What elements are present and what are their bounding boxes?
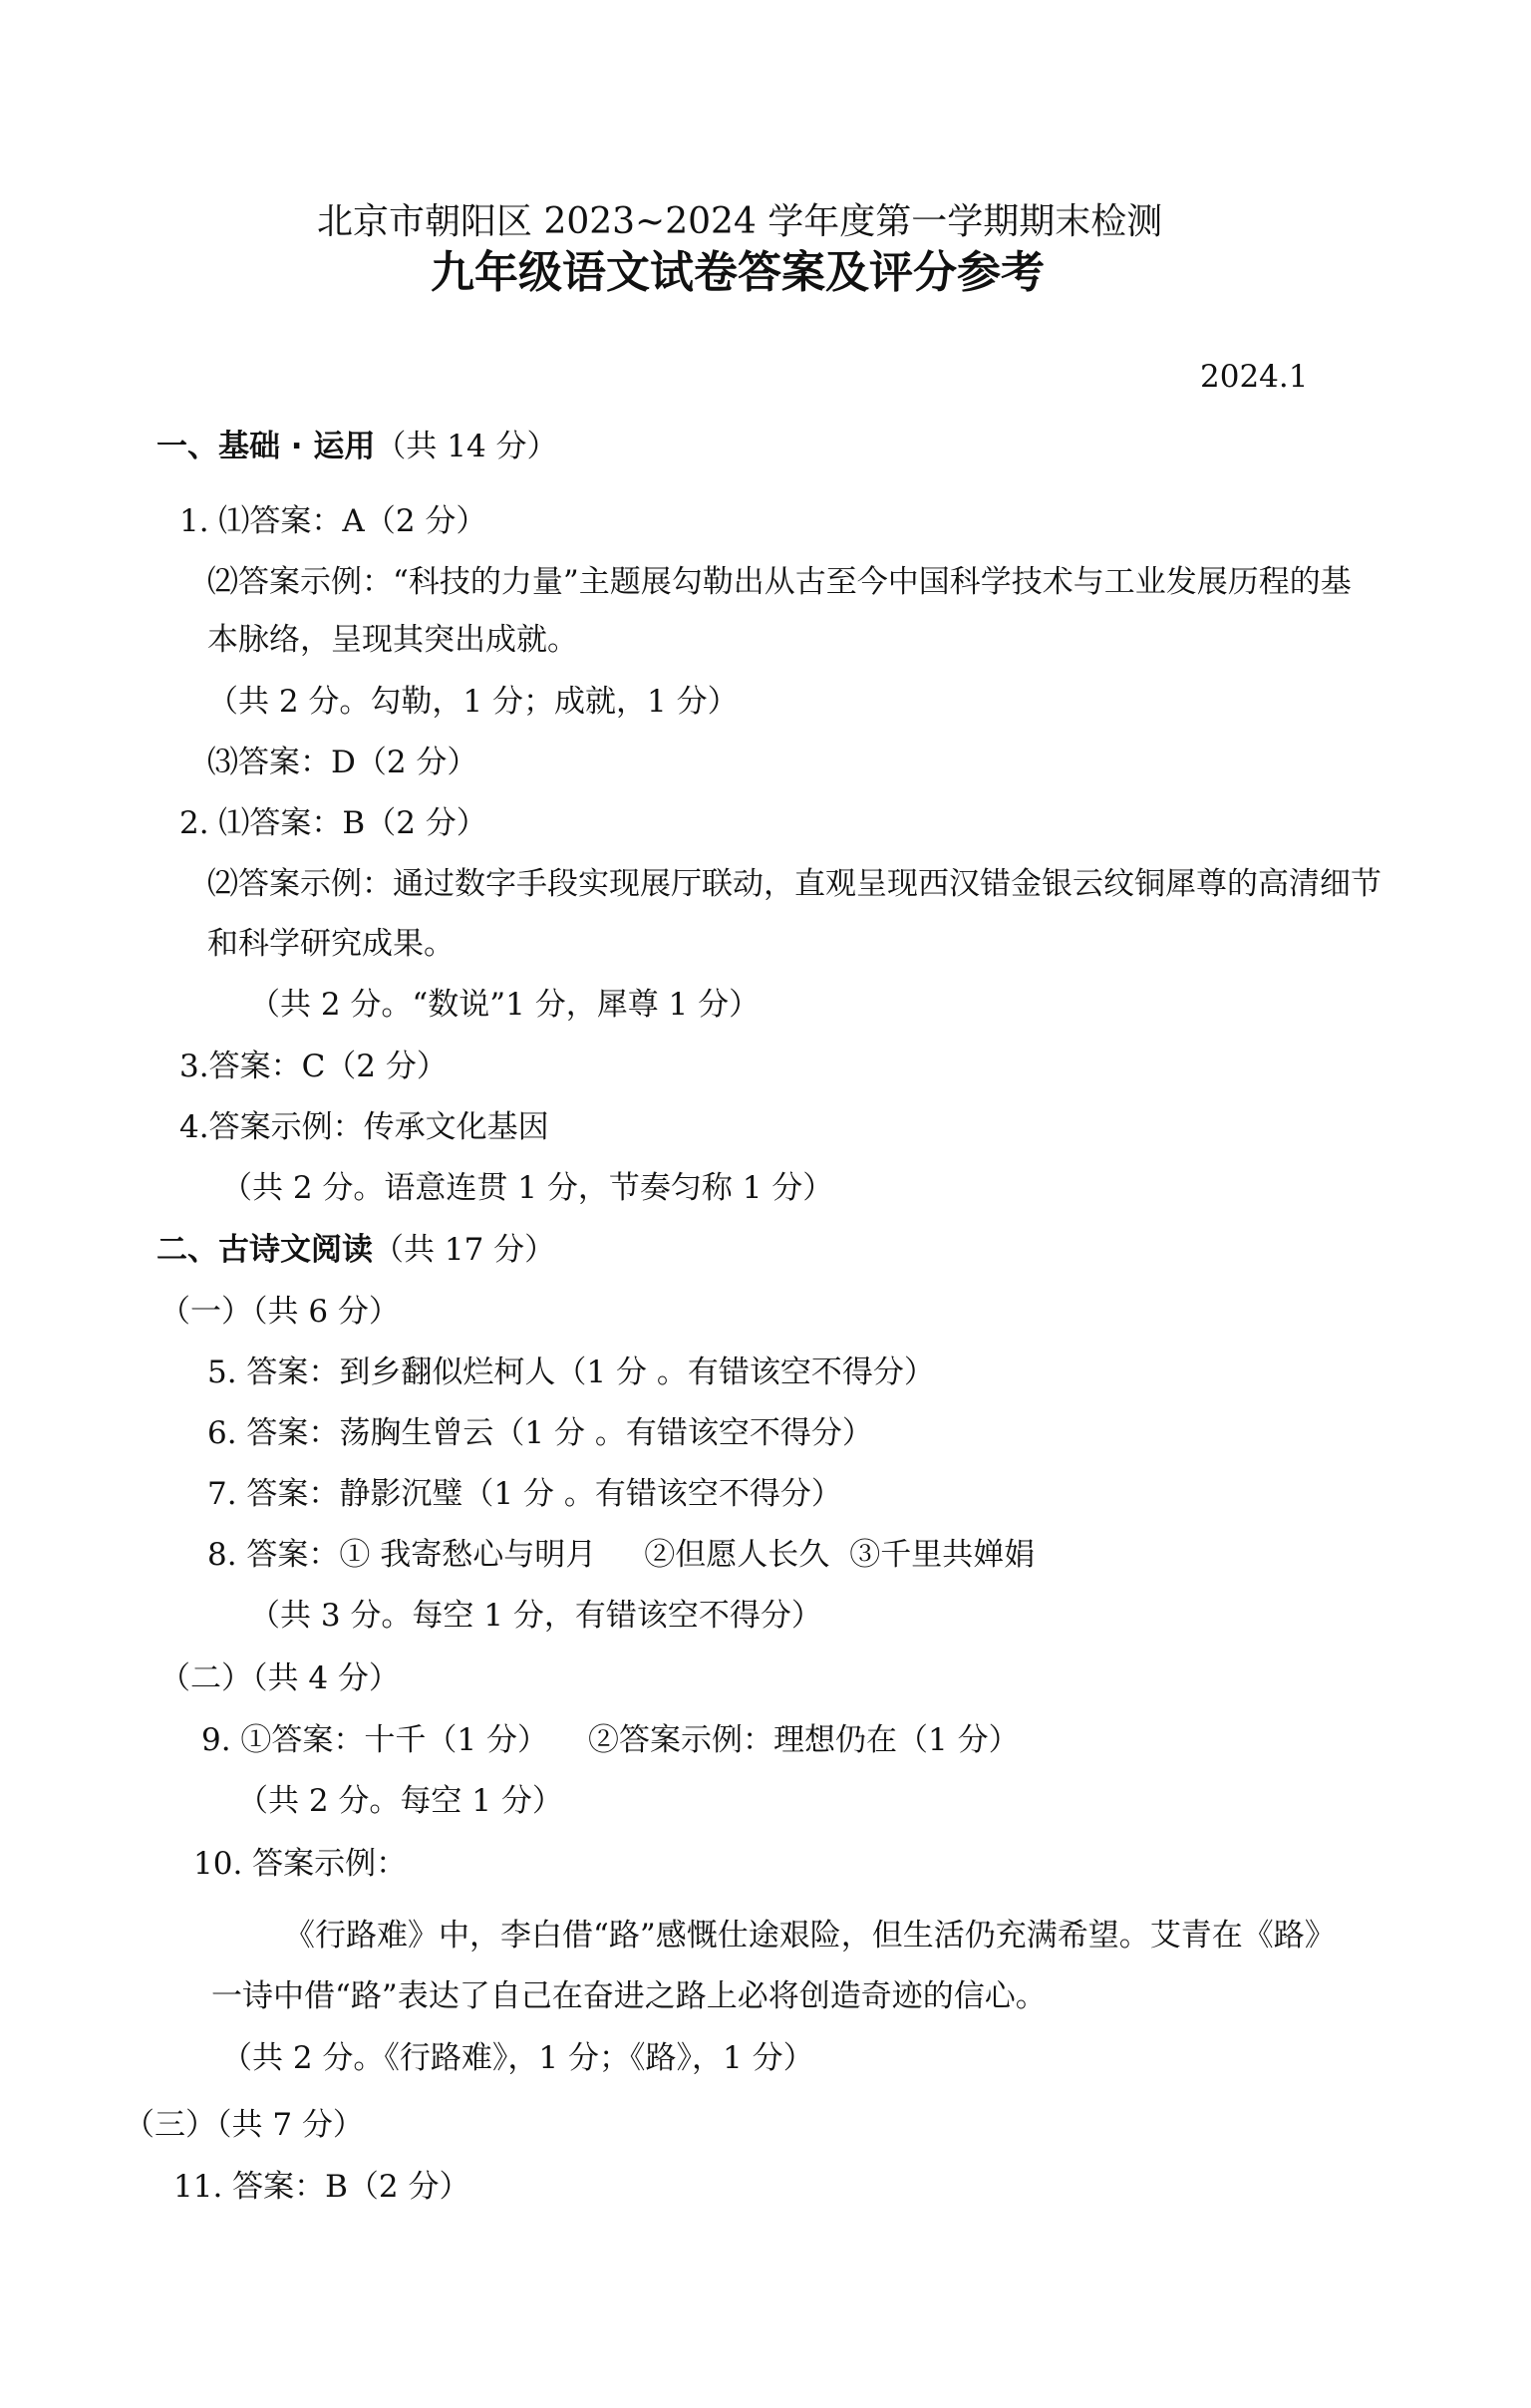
- answer-line: 5. 答案：到乡翻似烂柯人（1 分 。有错该空不得分）: [207, 1354, 935, 1390]
- scoring-note: （共 2 分。《行路难》，1 分；《路》，1 分）: [221, 2040, 814, 2076]
- answer-line: 6. 答案：荡胸生曾云（1 分 。有错该空不得分）: [207, 1415, 873, 1451]
- document-date: 2024.1: [1200, 359, 1309, 395]
- subsection-heading: （一）（共 6 分）: [159, 1294, 400, 1330]
- answer-line: [207, 1535, 1035, 1575]
- answer-line: 3.答案：C（2 分）: [179, 1049, 448, 1084]
- answer-line: 1. ⑴答案：A（2 分）: [179, 503, 487, 539]
- section-heading-part1: [156, 427, 558, 466]
- answer-blank-3: ③千里共婵娟: [849, 1537, 1036, 1573]
- answer-line: ⑶答案：D（2 分）: [207, 745, 478, 780]
- scoring-note: （共 2 分。每空 1 分）: [237, 1783, 563, 1819]
- exam-title: 北京市朝阳区 2023~2024 学年度第一学期期末检测: [317, 201, 1163, 242]
- answer-blank-1: 8. 答案：① 我寄愁心与明月: [207, 1537, 597, 1573]
- scoring-note: （共 2 分。语意连贯 1 分，节奏匀称 1 分）: [221, 1170, 834, 1206]
- section-title: 二、古诗文阅读: [156, 1232, 373, 1268]
- section-title: 一、基础 · 运用: [156, 429, 376, 464]
- page-title: 九年级语文试卷答案及评分参考: [431, 247, 1045, 298]
- answer-line: 7. 答案：静影沉璧（1 分 。有错该空不得分）: [207, 1476, 842, 1512]
- answer-line: ⑵答案示例：通过数字手段实现展厅联动，直观呈现西汉错金银云纹铜犀尊的高清细节: [207, 866, 1381, 902]
- subsection-heading: （三）（共 7 分）: [124, 2107, 364, 2143]
- answer-blank-2: ②答案示例：理想仍在（1 分）: [588, 1722, 1020, 1758]
- answer-line: ⑵答案示例：“科技的力量”主题展勾勒出从古至今中国科学技术与工业发展历程的基: [207, 564, 1352, 600]
- scoring-note: （共 3 分。每空 1 分，有错该空不得分）: [249, 1598, 822, 1634]
- answer-line: 本脉络，呈现其突出成就。: [207, 622, 578, 658]
- answer-line: 2. ⑴答案：B（2 分）: [179, 805, 487, 841]
- section-heading-part2: [156, 1230, 555, 1270]
- answer-line: [201, 1720, 1020, 1760]
- section-score: （共 14 分）: [375, 429, 558, 464]
- answer-line: 4.答案示例：传承文化基因: [179, 1109, 549, 1145]
- scoring-note: （共 2 分。勾勒，1 分；成就，1 分）: [207, 684, 739, 720]
- section-score: （共 17 分）: [373, 1232, 556, 1268]
- answer-line: 10. 答案示例：: [193, 1846, 408, 1882]
- answer-line: 11. 答案：B（2 分）: [173, 2169, 470, 2205]
- answer-paragraph: 一诗中借“路”表达了自己在奋进之路上必将创造奇迹的信心。: [211, 1978, 1047, 2014]
- scoring-note: （共 2 分。“数说”1 分，犀尊 1 分）: [249, 987, 761, 1023]
- answer-blank-1: 9. ①答案：十千（1 分）: [201, 1722, 549, 1758]
- answer-blank-2: ②但愿人长久: [644, 1537, 830, 1573]
- answer-line: 和科学研究成果。: [207, 926, 455, 962]
- answer-paragraph: 《行路难》中，李白借“路”感慨仕途艰险，但生活仍充满希望。艾青在《路》: [284, 1918, 1336, 1954]
- subsection-heading: （二）（共 4 分）: [159, 1660, 400, 1696]
